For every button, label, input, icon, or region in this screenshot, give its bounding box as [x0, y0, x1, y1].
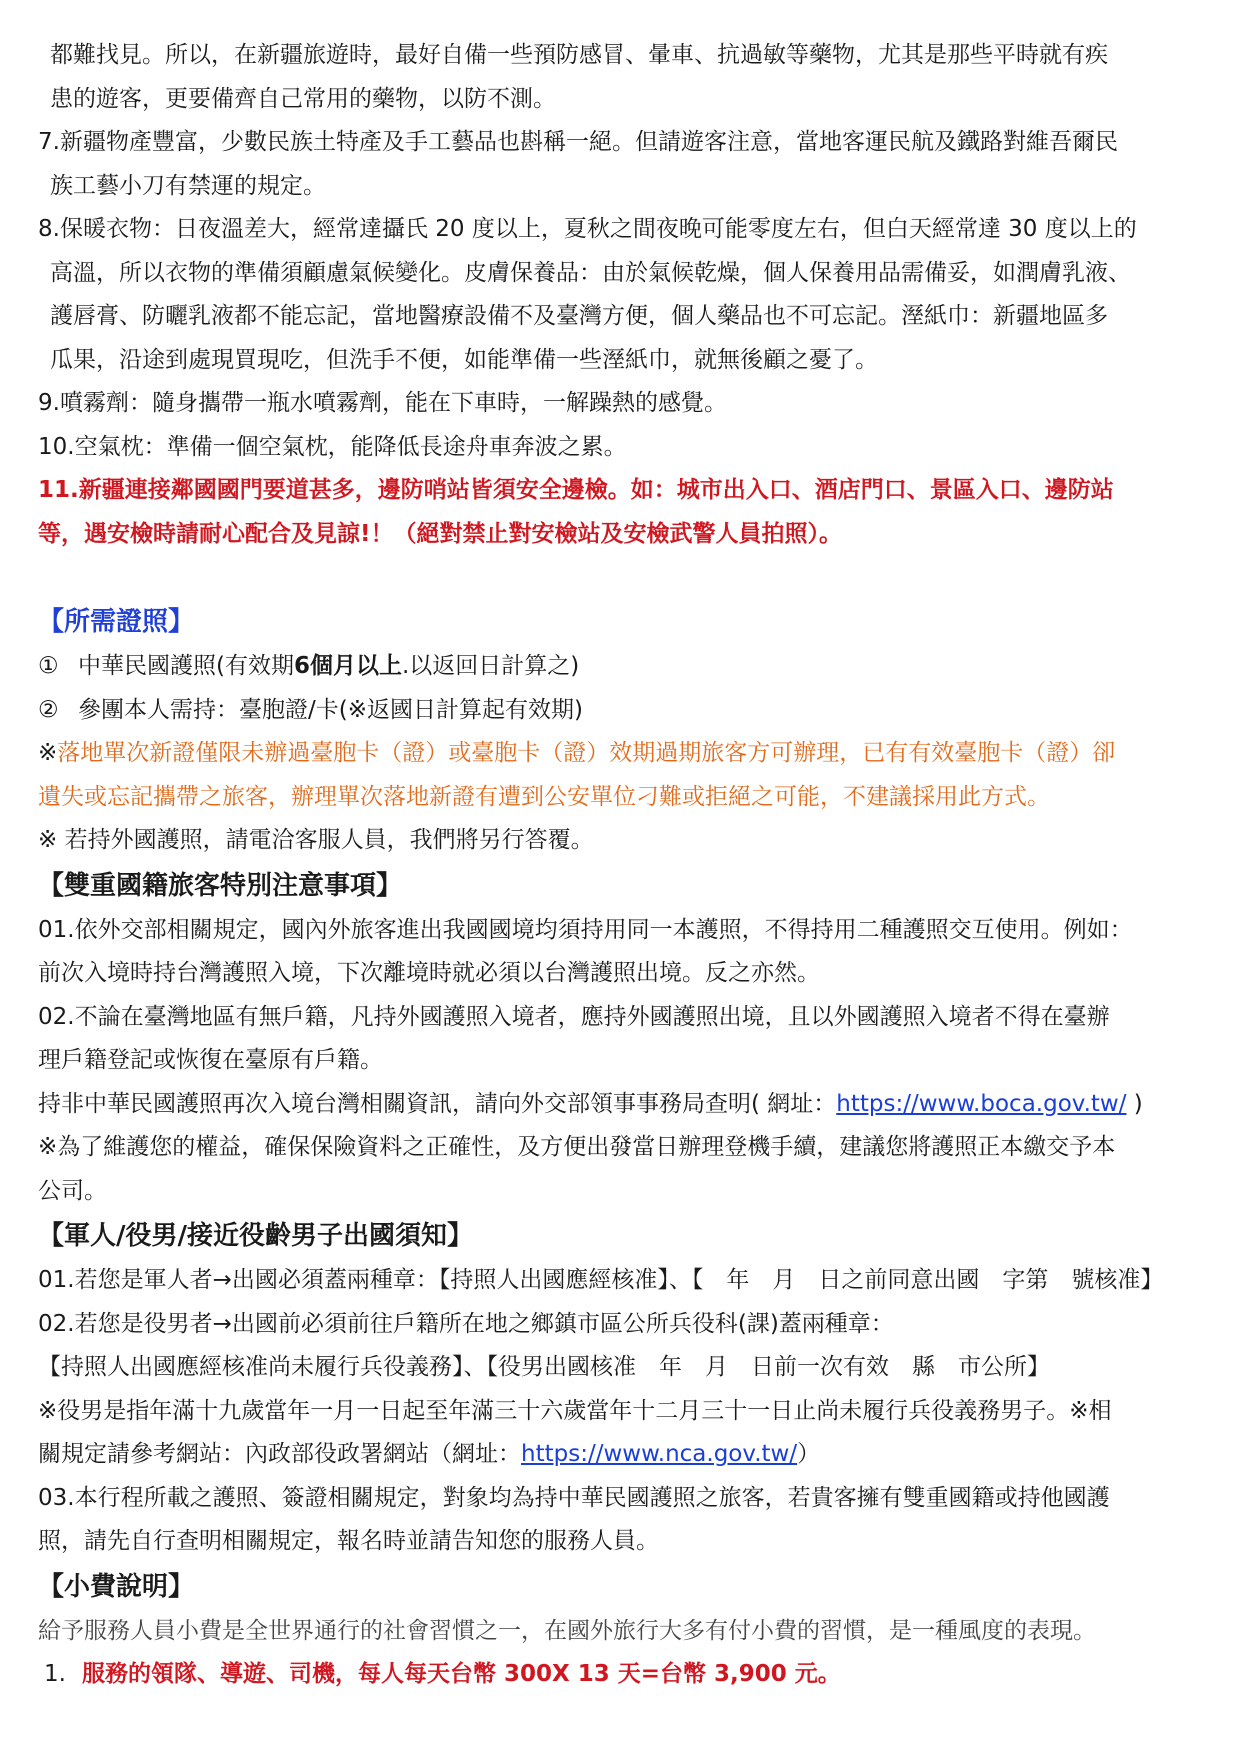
required-documents-heading: 【所需證照】: [38, 607, 195, 637]
insurance-note-line-1: ※為了維護您的權益，確保保險資料之正確性，及方便出發當日辦理登機手續，建議您將護照正本繳交予本: [38, 1134, 1116, 1160]
tips-heading: 【小費說明】: [38, 1571, 195, 1602]
military-02-stamps: 【持照人出國應經核准尚未履行兵役義務】、【役男出國核准 年 月 日前一次有效 縣 市公所】: [38, 1354, 1050, 1380]
tips-intro: 給予服務人員小費是全世界通行的社會習慣之一，在國外旅行大多有付小費的習慣，是一種風度的表現。: [38, 1617, 1096, 1644]
doc-item-1-text: 中華民國護照(有效期: [78, 653, 294, 679]
circled-two-marker: ②: [38, 696, 59, 723]
note-8-line-1: 8.保暖衣物：日夜溫差大，經常達攝氏 20 度以上，夏秋之間夜晚可能零度左右，但白天經常達 30 度以上的: [38, 216, 1137, 242]
boca-info-text: 持非中華民國護照再次入境台灣相關資訊，請向外交部領事事務局查明( 網址：: [38, 1090, 837, 1117]
military-01: 01.若您是軍人者→出國必須蓋兩種章：【持照人出國應經核准】、【 年 月 日之前同意出國 字第 號核准】: [38, 1267, 1164, 1293]
military-heading: 【軍人/役男/接近役齡男子出國須知】: [38, 1221, 473, 1251]
note-7-line-1: 7.新疆物產豐富，少數民族土特產及手工藝品也斟稱一絕。但請遊客注意，當地客運民航及鐵路對維吾爾民: [38, 129, 1118, 155]
note-10: 10.空氣枕：準備一個空氣枕，能降低長途舟車奔波之累。: [38, 433, 627, 460]
boca-info-close: ): [1126, 1090, 1143, 1117]
tips-item-1: [38, 1653, 1192, 1697]
military-definition: ※役男是指年滿十九歲當年一月一日起至年滿三十六歲當年十二月三十一日止尚未履行兵役義務男子。※相: [38, 1397, 1112, 1424]
dual-nationality-heading: 【雙重國籍旅客特別注意事項】: [38, 870, 403, 901]
boca-link[interactable]: https://www.boca.gov.tw/: [836, 1090, 1127, 1117]
dual-01-line-1: 01.依外交部相關規定，國內外旅客進出我國國境均須持用同一本護照，不得持用二種護照交互使用。例如：: [38, 916, 1133, 943]
military-03-line-2: 照，請先自行查明相關規定，報名時並請告知您的服務人員。: [38, 1528, 659, 1554]
dual-01-line-2: 前次入境時持台灣護照入境，下次離境時就必須以台灣護照出境。反之亦然。: [38, 960, 820, 986]
doc-warning-line-1: [38, 732, 1192, 776]
tips-item-1-number: 1.: [44, 1661, 66, 1687]
doc-warning-line-2: 遺失或忘記攜帶之旅客，辦理單次落地新證有遭到公安單位刁難或拒絕之可能，不建議採用此方式。: [38, 783, 1050, 810]
military-reference-text: 關規定請參考網站：內政部役政署網站（網址：: [38, 1441, 521, 1467]
note-11-line-2: 等，遇安檢時請耐心配合及見諒!！（絕對禁止對安檢站及安檢武警人員拍照）。: [38, 520, 842, 547]
military-reference-close: ）: [797, 1441, 821, 1467]
doc-item-2: [38, 689, 1192, 733]
military-02: 02.若您是役男者→出國前必須前往戶籍所在地之鄉鎮市區公所兵役科(課)蓋兩種章：: [38, 1310, 894, 1337]
foreign-passport-note: ※ 若持外國護照，請電洽客服人員，我們將另行答覆。: [38, 827, 594, 853]
doc-item-1: [38, 645, 1192, 689]
doc-warning-text: 落地單次新證僅限未辦過臺胞卡（證）或臺胞卡（證）效期過期旅客方可辦理，已有有效臺胞卡（證）卻: [57, 740, 1116, 766]
note-6-line-2: 患的遊客，更要備齊自己常用的藥物，以防不測。: [50, 85, 556, 112]
note-8-line-3: 護唇膏、防曬乳液都不能忘記，當地醫療設備不及臺灣方便，個人藥品也不可忘記。溼紙巾：新疆地區多: [50, 303, 1108, 329]
dual-02-line-1: 02.不論在臺灣地區有無戶籍，凡持外國護照入境者，應持外國護照出境，且以外國護照入境者不得在臺辦: [38, 1003, 1110, 1030]
section-spacer: [38, 556, 1192, 599]
note-7-line-2: 族工藝小刀有禁運的規定。: [50, 172, 326, 199]
doc-item-1-tail: .以返回日計算之): [402, 653, 580, 679]
note-8-line-2: 高溫，所以衣物的準備須顧慮氣候變化。皮膚保養品：由於氣候乾燥，個人保養用品需備妥，如潤膚乳液、: [50, 259, 1131, 286]
boca-info: [38, 1083, 1192, 1127]
military-reference: [38, 1433, 1192, 1477]
military-03-line-1: 03.本行程所載之護照、簽證相關規定，對象均為持中華民國護照之旅客，若貴客擁有雙重國籍或持他國護: [38, 1484, 1110, 1511]
note-11-line-1: 11.新疆連接鄰國國門要道甚多，邊防哨站皆須安全邊檢。如：城市出入口、酒店門口、景區入口、邊防站: [38, 477, 1114, 503]
note-9: 9.噴霧劑：隨身攜帶一瓶水噴霧劑，能在下車時，一解躁熱的感覺。: [38, 390, 727, 416]
doc-item-2-text: 參團本人需持：臺胞證/卡(※返國日計算起有效期): [78, 696, 583, 723]
reference-mark: ※: [38, 740, 58, 766]
nca-link[interactable]: https://www.nca.gov.tw/: [521, 1441, 798, 1467]
tips-item-1-text: 服務的領隊、導遊、司機，每人每天台幣 300X 13 天=台幣 3,900 元。: [82, 1661, 841, 1687]
circled-one-marker: ①: [38, 653, 59, 679]
insurance-note-line-2: 公司。: [38, 1177, 107, 1204]
doc-item-1-bold: 6個月以上: [293, 653, 402, 679]
note-6-line-1: 都難找見。所以，在新疆旅遊時，最好自備一些預防感冒、暈車、抗過敏等藥物，尤其是那些平時就有疾: [50, 42, 1108, 68]
note-8-line-4: 瓜果，沿途到處現買現吃，但洗手不便，如能準備一些溼紙巾，就無後顧之憂了。: [50, 346, 878, 373]
dual-02-line-2: 理戶籍登記或恢復在臺原有戶籍。: [38, 1047, 383, 1073]
